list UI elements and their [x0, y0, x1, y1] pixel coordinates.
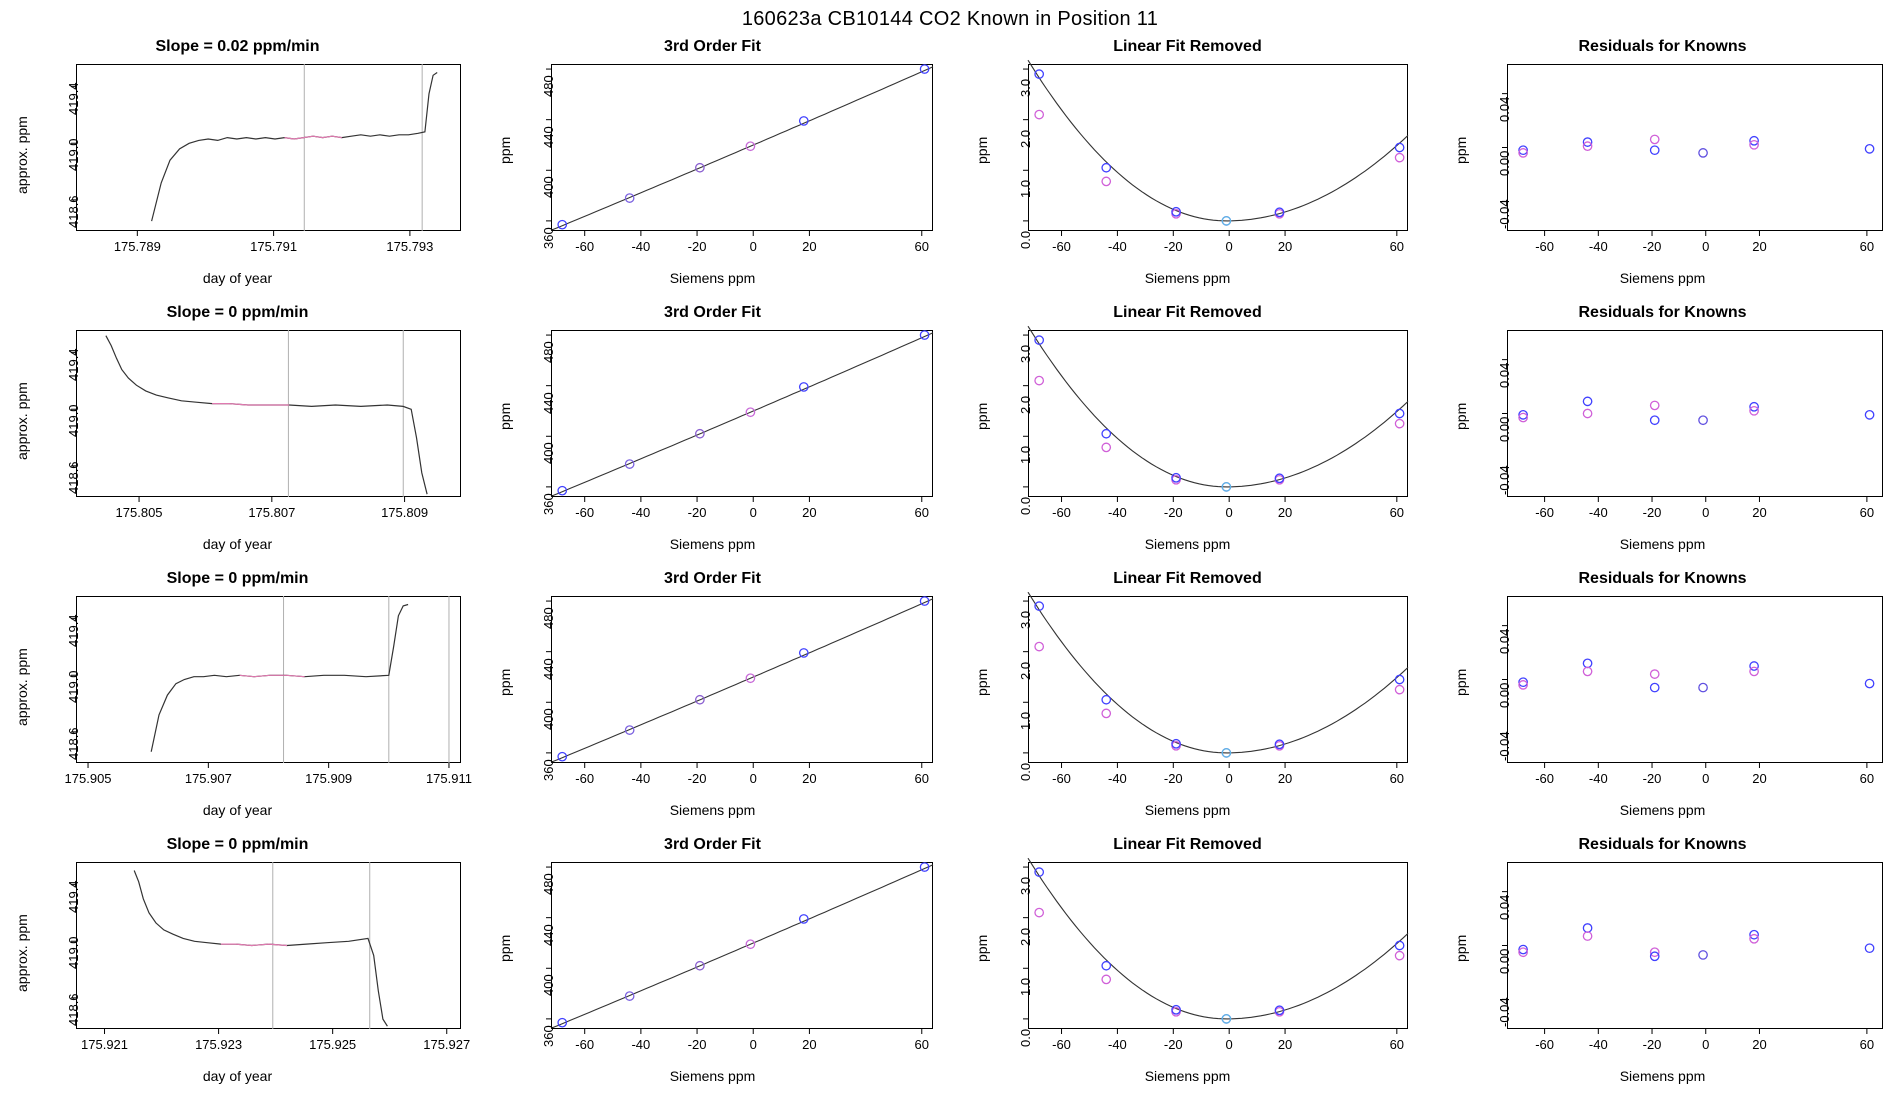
- plot-canvas: [475, 832, 950, 1098]
- x-tick-label: -40: [631, 239, 651, 254]
- plot-canvas: [475, 300, 950, 566]
- x-tick-label: 175.911: [425, 771, 472, 786]
- axis-label-y: ppm: [497, 402, 513, 430]
- x-tick-label: -60: [575, 505, 595, 520]
- residual-point: [1583, 932, 1591, 940]
- x-tick-label: 175.909: [305, 771, 353, 786]
- x-tick-label: 0: [1702, 239, 1710, 254]
- plot-cell-r2-c0: [0, 566, 475, 832]
- y-tick-label: 2.0: [1018, 927, 1033, 946]
- y-tick-label: 0.04: [1497, 628, 1512, 654]
- x-tick-label: -60: [575, 771, 595, 786]
- y-tick-label: 480: [541, 341, 556, 364]
- plot-canvas: [950, 566, 1425, 832]
- x-tick-label: 60: [1389, 505, 1405, 520]
- panel-title: Residuals for Knowns: [1578, 304, 1747, 321]
- residual-point: [1865, 944, 1873, 952]
- y-tick-label: 2.0: [1018, 661, 1033, 680]
- residual-point: [1651, 401, 1659, 409]
- y-tick-label: 400: [541, 442, 556, 465]
- panel-title: 3rd Order Fit: [664, 38, 761, 55]
- axis-label-x: Siemens ppm: [1619, 802, 1706, 818]
- y-tick-label: 400: [541, 974, 556, 997]
- known-point: [800, 383, 808, 391]
- panel-title: 3rd Order Fit: [664, 570, 761, 587]
- x-tick-label: -40: [1108, 505, 1127, 520]
- axis-label-x: Siemens ppm: [669, 536, 756, 552]
- plot-cell-r1-c1: [475, 300, 950, 566]
- known-point-pink: [1035, 908, 1043, 916]
- x-tick-label: 175.925: [309, 1037, 357, 1052]
- known-point-pink: [1395, 685, 1403, 693]
- x-tick-label: 0: [749, 239, 757, 254]
- y-tick-label: 1.0: [1018, 180, 1033, 199]
- residual-point: [1583, 409, 1591, 417]
- axis-label-x: day of year: [202, 536, 273, 552]
- known-point-pink: [1395, 951, 1403, 959]
- x-tick-label: -60: [1052, 239, 1071, 254]
- x-tick-label: 0: [1225, 239, 1233, 254]
- plot-cell-r0-c3: [1425, 34, 1900, 300]
- residual-curve: [1028, 592, 1408, 753]
- x-tick-label: -20: [1163, 1037, 1183, 1052]
- panel-title: Slope = 0 ppm/min: [166, 304, 309, 321]
- y-tick-label: -0.04: [1497, 997, 1512, 1028]
- panel-title: Residuals for Knowns: [1578, 38, 1747, 55]
- x-tick-label: -40: [1588, 771, 1608, 786]
- axis-label-y: ppm: [1453, 402, 1469, 430]
- known-point: [800, 649, 808, 657]
- y-tick-label: 3.0: [1018, 610, 1033, 630]
- x-tick-label: 20: [1277, 1037, 1293, 1052]
- axis-label-x: Siemens ppm: [669, 270, 756, 286]
- panel-title: Linear Fit Removed: [1113, 570, 1262, 587]
- known-point-blue: [1395, 941, 1403, 949]
- x-tick-label: 0: [1225, 771, 1233, 786]
- axis-label-y: approx. ppm: [14, 648, 30, 726]
- plot-cell-r3-c2: [950, 832, 1425, 1098]
- known-point-pink: [1102, 709, 1110, 717]
- residual-point: [1651, 670, 1659, 678]
- y-tick-label: -0.04: [1497, 465, 1512, 496]
- known-point-pink: [1102, 177, 1110, 185]
- axis-label-y: ppm: [974, 402, 990, 430]
- y-tick-label: 0.0: [1018, 1028, 1033, 1047]
- axis-label-x: Siemens ppm: [1619, 1068, 1706, 1084]
- axis-label-x: day of year: [202, 270, 273, 286]
- x-tick-label: -60: [1052, 771, 1071, 786]
- y-tick-label: 360: [541, 227, 556, 249]
- y-tick-label: 418.6: [66, 195, 81, 228]
- panel-title: Linear Fit Removed: [1113, 38, 1262, 55]
- x-tick-label: 0: [1225, 505, 1233, 520]
- y-tick-label: 360: [541, 493, 556, 515]
- residual-point: [1651, 135, 1659, 143]
- axis-label-x: Siemens ppm: [1619, 536, 1706, 552]
- y-tick-label: 0.00: [1497, 948, 1512, 974]
- residual-point: [1651, 683, 1659, 691]
- residual-point: [1865, 145, 1873, 153]
- x-tick-label: -60: [1535, 1037, 1554, 1052]
- fit-curve: [551, 333, 933, 497]
- panel-title: Slope = 0 ppm/min: [166, 570, 309, 587]
- y-tick-label: 419.0: [66, 670, 81, 704]
- axis-label-y: ppm: [1453, 934, 1469, 962]
- x-tick-label: -60: [1052, 1037, 1071, 1052]
- x-tick-label: -20: [1163, 505, 1183, 520]
- plot-canvas: [950, 300, 1425, 566]
- plot-cell-r0-c0: [0, 34, 475, 300]
- x-tick-label: 20: [1277, 771, 1293, 786]
- known-point-pink: [1035, 376, 1043, 384]
- plot-canvas: [475, 34, 950, 300]
- known-point-blue: [1102, 164, 1110, 172]
- x-tick-label: 60: [1859, 505, 1875, 520]
- panel-title: Residuals for Knowns: [1578, 836, 1747, 853]
- known-point-blue: [1102, 696, 1110, 704]
- y-tick-label: 400: [541, 176, 556, 199]
- known-point-blue: [1395, 675, 1403, 683]
- y-tick-label: 0.0: [1018, 496, 1033, 515]
- x-tick-label: -40: [1108, 1037, 1127, 1052]
- x-tick-label: 175.793: [386, 239, 434, 254]
- y-tick-label: 360: [541, 759, 556, 781]
- residual-curve: [1028, 60, 1408, 221]
- x-tick-label: 175.809: [381, 505, 429, 520]
- x-tick-label: 20: [802, 505, 817, 520]
- known-point-blue: [1395, 409, 1403, 417]
- x-tick-label: 175.805: [115, 505, 163, 520]
- known-point-pink: [1102, 975, 1110, 983]
- y-tick-label: 419.0: [66, 936, 81, 970]
- y-tick-label: 0.04: [1497, 894, 1512, 920]
- panel-title: Linear Fit Removed: [1113, 836, 1262, 853]
- x-tick-label: -20: [687, 239, 707, 254]
- panel-title: 3rd Order Fit: [664, 304, 761, 321]
- x-tick-label: 20: [802, 239, 817, 254]
- x-tick-label: -40: [1108, 239, 1127, 254]
- co2-trace: [151, 605, 408, 752]
- plot-cell-r3-c0: [0, 832, 475, 1098]
- y-tick-label: -0.04: [1497, 731, 1512, 762]
- y-tick-label: 440: [541, 391, 556, 414]
- co2-trace: [152, 73, 438, 222]
- residual-point: [1583, 659, 1591, 667]
- known-point-pink: [1102, 443, 1110, 451]
- x-tick-label: -20: [687, 1037, 707, 1052]
- x-tick-label: 60: [1389, 771, 1405, 786]
- y-tick-label: 480: [541, 607, 556, 630]
- y-tick-label: 1.0: [1018, 978, 1033, 997]
- x-tick-label: -60: [1535, 505, 1554, 520]
- y-tick-label: 3.0: [1018, 344, 1033, 364]
- selected-segment: [285, 136, 342, 139]
- residual-point: [1699, 149, 1707, 157]
- x-tick-label: 20: [1752, 505, 1767, 520]
- plot-cell-r0-c1: [475, 34, 950, 300]
- x-tick-label: 20: [1277, 239, 1293, 254]
- known-point-pink: [1035, 110, 1043, 118]
- x-tick-label: 60: [1859, 1037, 1875, 1052]
- x-tick-label: 175.905: [64, 771, 112, 786]
- plot-grid: [0, 34, 1900, 1100]
- fit-curve: [551, 599, 933, 763]
- y-tick-label: 1.0: [1018, 712, 1033, 731]
- x-tick-label: 20: [802, 771, 817, 786]
- panel-title: Residuals for Knowns: [1578, 570, 1747, 587]
- plot-cell-r2-c3: [1425, 566, 1900, 832]
- plot-canvas: [950, 832, 1425, 1098]
- y-tick-label: 1.0: [1018, 446, 1033, 465]
- x-tick-label: 175.927: [423, 1037, 471, 1052]
- x-tick-label: -60: [1535, 771, 1554, 786]
- residual-point: [1583, 924, 1591, 932]
- y-tick-label: 480: [541, 75, 556, 98]
- plot-cell-r1-c0: [0, 300, 475, 566]
- x-tick-label: -20: [1642, 239, 1662, 254]
- co2-trace: [134, 871, 387, 1027]
- y-tick-label: 360: [541, 1025, 556, 1047]
- x-tick-label: 60: [914, 1037, 929, 1052]
- x-tick-label: -60: [575, 239, 595, 254]
- y-tick-label: 0.04: [1497, 96, 1512, 122]
- x-tick-label: -60: [1535, 239, 1554, 254]
- residual-point: [1750, 667, 1758, 675]
- x-tick-label: -40: [1588, 239, 1608, 254]
- axis-label-x: Siemens ppm: [1144, 536, 1231, 552]
- plot-cell-r1-c3: [1425, 300, 1900, 566]
- plot-canvas: [475, 566, 950, 832]
- y-tick-label: 3.0: [1018, 876, 1033, 896]
- x-tick-label: -20: [1642, 771, 1662, 786]
- axis-label-x: Siemens ppm: [1144, 802, 1231, 818]
- x-tick-label: -40: [1588, 1037, 1608, 1052]
- y-tick-label: -0.04: [1497, 199, 1512, 230]
- x-tick-label: 60: [914, 505, 929, 520]
- axis-label-y: ppm: [497, 668, 513, 696]
- x-tick-label: 0: [1225, 1037, 1233, 1052]
- y-tick-label: 0.04: [1497, 362, 1512, 388]
- y-tick-label: 419.0: [66, 138, 81, 172]
- axis-label-x: Siemens ppm: [1619, 270, 1706, 286]
- y-tick-label: 0.00: [1497, 416, 1512, 442]
- y-tick-label: 0.0: [1018, 762, 1033, 781]
- x-tick-label: 20: [802, 1037, 817, 1052]
- x-tick-label: -40: [631, 505, 651, 520]
- residual-point: [1699, 683, 1707, 691]
- x-tick-label: -40: [1108, 771, 1127, 786]
- x-tick-label: 175.789: [113, 239, 161, 254]
- x-tick-label: 0: [749, 1037, 757, 1052]
- plot-cell-r3-c1: [475, 832, 950, 1098]
- axis-label-y: ppm: [1453, 668, 1469, 696]
- known-point-blue: [1102, 430, 1110, 438]
- residual-point: [1583, 667, 1591, 675]
- x-tick-label: 175.807: [248, 505, 296, 520]
- fit-curve: [551, 67, 933, 231]
- axis-label-y: ppm: [974, 668, 990, 696]
- selected-segment: [240, 675, 305, 676]
- x-tick-label: 0: [1702, 505, 1710, 520]
- axis-label-y: ppm: [497, 136, 513, 164]
- x-tick-label: 60: [1389, 239, 1405, 254]
- x-tick-label: 0: [1702, 771, 1710, 786]
- axis-label-x: Siemens ppm: [669, 802, 756, 818]
- residual-point: [1651, 146, 1659, 154]
- x-tick-label: 20: [1752, 239, 1767, 254]
- x-tick-label: -20: [687, 505, 707, 520]
- y-tick-label: 419.4: [66, 348, 81, 381]
- axis-label-y: ppm: [497, 934, 513, 962]
- y-tick-label: 2.0: [1018, 129, 1033, 148]
- y-tick-label: 418.6: [66, 993, 81, 1026]
- panel-title: 3rd Order Fit: [664, 836, 761, 853]
- known-point-blue: [1395, 143, 1403, 151]
- x-tick-label: 20: [1277, 505, 1293, 520]
- axis-label-x: Siemens ppm: [1144, 1068, 1231, 1084]
- y-tick-label: 440: [541, 125, 556, 148]
- axis-label-x: day of year: [202, 802, 273, 818]
- x-tick-label: -40: [631, 771, 651, 786]
- y-tick-label: 419.0: [66, 404, 81, 438]
- x-tick-label: 0: [749, 505, 757, 520]
- x-tick-label: -20: [1163, 239, 1183, 254]
- x-tick-label: 60: [1389, 1037, 1405, 1052]
- y-tick-label: 440: [541, 923, 556, 946]
- y-tick-label: 0.0: [1018, 230, 1033, 249]
- axis-label-y: ppm: [974, 136, 990, 164]
- known-point-pink: [1395, 419, 1403, 427]
- y-tick-label: 419.4: [66, 880, 81, 913]
- x-tick-label: 60: [1859, 771, 1875, 786]
- y-tick-label: 0.00: [1497, 150, 1512, 176]
- residual-point: [1699, 416, 1707, 424]
- y-tick-label: 418.6: [66, 461, 81, 494]
- residual-curve: [1028, 326, 1408, 487]
- axis-label-y: approx. ppm: [14, 382, 30, 460]
- y-tick-label: 419.4: [66, 82, 81, 115]
- y-tick-label: 418.6: [66, 727, 81, 760]
- axis-label-y: approx. ppm: [14, 116, 30, 194]
- plot-cell-r0-c2: [950, 34, 1425, 300]
- x-tick-label: 175.791: [250, 239, 298, 254]
- y-tick-label: 400: [541, 708, 556, 731]
- residual-point: [1865, 411, 1873, 419]
- known-point: [800, 915, 808, 923]
- x-tick-label: 60: [914, 771, 929, 786]
- x-tick-label: -20: [1642, 505, 1662, 520]
- y-tick-label: 440: [541, 657, 556, 680]
- plot-cell-r2-c2: [950, 566, 1425, 832]
- x-tick-label: -40: [1588, 505, 1608, 520]
- x-tick-label: 60: [914, 239, 929, 254]
- fit-curve: [551, 865, 933, 1029]
- x-tick-label: 60: [1859, 239, 1875, 254]
- panel-title: Slope = 0.02 ppm/min: [155, 38, 320, 55]
- x-tick-label: -60: [575, 1037, 595, 1052]
- y-tick-label: 3.0: [1018, 78, 1033, 98]
- panel-title: Linear Fit Removed: [1113, 304, 1262, 321]
- axis-label-x: day of year: [202, 1068, 273, 1084]
- known-point: [800, 117, 808, 125]
- x-tick-label: -40: [631, 1037, 651, 1052]
- x-tick-label: 175.921: [81, 1037, 129, 1052]
- x-tick-label: 20: [1752, 1037, 1767, 1052]
- page-title: 160623a CB10144 CO2 Known in Position 11: [741, 8, 1159, 30]
- y-tick-label: 480: [541, 873, 556, 896]
- y-tick-label: 419.4: [66, 614, 81, 647]
- residual-point: [1865, 679, 1873, 687]
- x-tick-label: -20: [1642, 1037, 1662, 1052]
- residual-point: [1583, 397, 1591, 405]
- x-tick-label: -20: [1163, 771, 1183, 786]
- known-point-pink: [1395, 153, 1403, 161]
- plot-cell-r3-c3: [1425, 832, 1900, 1098]
- y-tick-label: 0.00: [1497, 682, 1512, 708]
- axis-label-x: Siemens ppm: [1144, 270, 1231, 286]
- selected-segment: [221, 944, 287, 945]
- co2-trace: [106, 336, 427, 495]
- selected-segment: [212, 404, 289, 405]
- axis-label-y: ppm: [1453, 136, 1469, 164]
- x-tick-label: 20: [1752, 771, 1767, 786]
- known-point-pink: [1035, 642, 1043, 650]
- known-point-blue: [1102, 962, 1110, 970]
- plot-canvas: [950, 34, 1425, 300]
- x-tick-label: -20: [687, 771, 707, 786]
- x-tick-label: 0: [749, 771, 757, 786]
- axis-label-x: Siemens ppm: [669, 1068, 756, 1084]
- axis-label-y: ppm: [974, 934, 990, 962]
- residual-point: [1651, 416, 1659, 424]
- x-tick-label: 175.907: [184, 771, 232, 786]
- x-tick-label: -60: [1052, 505, 1071, 520]
- residual-point: [1699, 951, 1707, 959]
- residual-curve: [1028, 858, 1408, 1019]
- x-tick-label: 0: [1702, 1037, 1710, 1052]
- axis-label-y: approx. ppm: [14, 914, 30, 992]
- plot-cell-r1-c2: [950, 300, 1425, 566]
- panel-title: Slope = 0 ppm/min: [166, 836, 309, 853]
- plot-cell-r2-c1: [475, 566, 950, 832]
- y-tick-label: 2.0: [1018, 395, 1033, 414]
- x-tick-label: 175.923: [195, 1037, 243, 1052]
